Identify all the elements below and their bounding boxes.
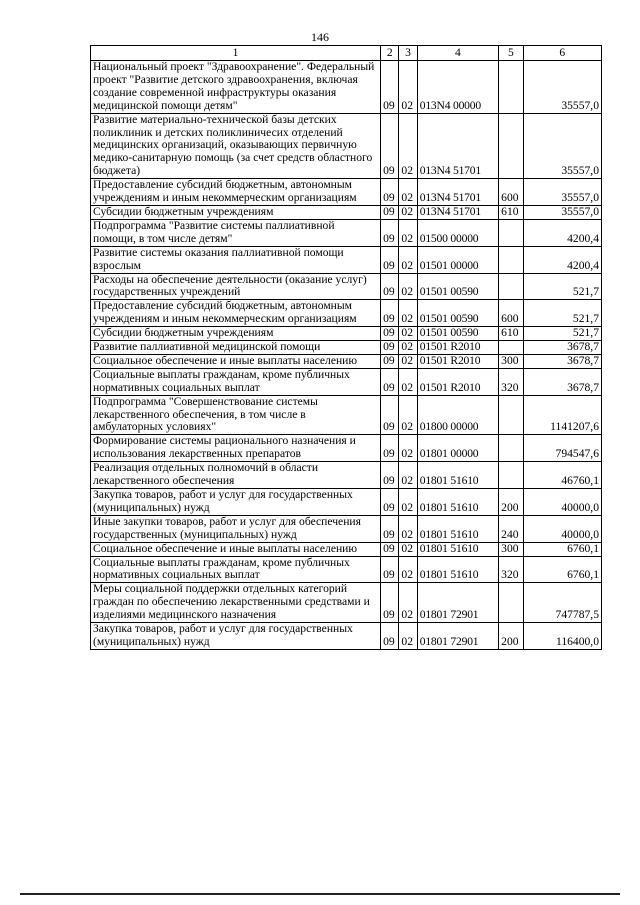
item-name: Формирование системы рационального назначения и использования лекарственных препаратов [91, 435, 381, 462]
expense-type-code: 200 [499, 489, 523, 516]
item-name: Закупка товаров, работ и услуг для государственных (муниципальных) нужд [91, 623, 381, 650]
subsection-code: 02 [399, 583, 417, 623]
table-row [91, 219, 602, 246]
subsection-code: 02 [399, 205, 417, 219]
expense-type-code [499, 341, 523, 355]
header-col-6: 6 [523, 46, 601, 61]
expense-type-code: 610 [499, 205, 523, 219]
header-row [91, 46, 602, 61]
table-row [91, 179, 602, 206]
item-name: Социальные выплаты гражданам, кроме публичных нормативных социальных выплат [91, 368, 381, 395]
item-name: Меры социальной поддержки отдельных категорий граждан по обеспечению лекарственными средствами и изделиями медицинского назначения [91, 583, 381, 623]
table-row [91, 300, 602, 327]
table-row [91, 113, 602, 179]
subsection-code: 02 [399, 273, 417, 300]
subsection-code: 02 [399, 354, 417, 368]
section-code: 09 [381, 515, 399, 542]
target-article-code: 013N4 51701 [417, 179, 498, 206]
expense-type-code: 200 [499, 623, 523, 650]
section-code: 09 [381, 542, 399, 556]
amount: 40000,0 [523, 515, 601, 542]
target-article-code: 01801 72901 [417, 623, 498, 650]
subsection-code: 02 [399, 462, 417, 489]
amount: 35557,0 [523, 113, 601, 179]
budget-table [90, 45, 602, 650]
table-row [91, 462, 602, 489]
table-row [91, 61, 602, 114]
section-code: 09 [381, 219, 399, 246]
section-code: 09 [381, 489, 399, 516]
target-article-code: 01501 00000 [417, 246, 498, 273]
expense-type-code: 320 [499, 368, 523, 395]
item-name: Субсидии бюджетным учреждениям [91, 205, 381, 219]
table-row [91, 556, 602, 583]
header-col-2: 2 [381, 46, 399, 61]
expense-type-code [499, 273, 523, 300]
amount: 794547,6 [523, 435, 601, 462]
amount: 3678,7 [523, 341, 601, 355]
target-article-code: 01801 51610 [417, 542, 498, 556]
amount: 521,7 [523, 273, 601, 300]
item-name: Подпрограмма "Развитие системы паллиативной помощи, в том числе детям" [91, 219, 381, 246]
section-code: 09 [381, 113, 399, 179]
item-name: Закупка товаров, работ и услуг для государственных (муниципальных) нужд [91, 489, 381, 516]
subsection-code: 02 [399, 179, 417, 206]
subsection-code: 02 [399, 556, 417, 583]
table-row [91, 205, 602, 219]
expense-type-code: 600 [499, 179, 523, 206]
target-article-code: 013N4 51701 [417, 205, 498, 219]
item-name: Подпрограмма "Совершенствование системы лекарственного обеспечения, в том числе в амбулаторных условиях" [91, 395, 381, 435]
table-row [91, 341, 602, 355]
amount: 6760,1 [523, 556, 601, 583]
subsection-code: 02 [399, 327, 417, 341]
item-name: Социальные выплаты гражданам, кроме публичных нормативных социальных выплат [91, 556, 381, 583]
subsection-code: 02 [399, 113, 417, 179]
amount: 521,7 [523, 300, 601, 327]
section-code: 09 [381, 395, 399, 435]
section-code: 09 [381, 246, 399, 273]
item-name: Предоставление субсидий бюджетным, автономным учреждениям и иным некоммерческим организациям [91, 300, 381, 327]
target-article-code: 01501 00590 [417, 300, 498, 327]
subsection-code: 02 [399, 219, 417, 246]
item-name: Развитие системы оказания паллиативной помощи взрослым [91, 246, 381, 273]
table-row [91, 327, 602, 341]
target-article-code: 013N4 00000 [417, 61, 498, 114]
header-col-4: 4 [417, 46, 498, 61]
section-code: 09 [381, 327, 399, 341]
subsection-code: 02 [399, 515, 417, 542]
amount: 40000,0 [523, 489, 601, 516]
expense-type-code: 320 [499, 556, 523, 583]
target-article-code: 013N4 51701 [417, 113, 498, 179]
subsection-code: 02 [399, 489, 417, 516]
amount: 3678,7 [523, 354, 601, 368]
section-code: 09 [381, 583, 399, 623]
amount: 35557,0 [523, 179, 601, 206]
amount: 35557,0 [523, 61, 601, 114]
amount: 46760,1 [523, 462, 601, 489]
item-name: Развитие паллиативной медицинской помощи [91, 341, 381, 355]
amount: 1141207,6 [523, 395, 601, 435]
target-article-code: 01800 00000 [417, 395, 498, 435]
amount: 521,7 [523, 327, 601, 341]
table-row [91, 395, 602, 435]
amount: 4200,4 [523, 219, 601, 246]
subsection-code: 02 [399, 61, 417, 114]
expense-type-code [499, 435, 523, 462]
subsection-code: 02 [399, 246, 417, 273]
item-name: Развитие материально-технической базы детских поликлиник и детских поликлиничесих отделений медицинских организаций, оказывающих первичную медико-санитарную помощь (за счет средств областного бюджета) [91, 113, 381, 179]
table-row [91, 489, 602, 516]
subsection-code: 02 [399, 435, 417, 462]
section-code: 09 [381, 273, 399, 300]
section-code: 09 [381, 435, 399, 462]
page-bottom-rule [20, 893, 620, 895]
target-article-code: 01801 51610 [417, 556, 498, 583]
amount: 6760,1 [523, 542, 601, 556]
subsection-code: 02 [399, 542, 417, 556]
target-article-code: 01501 R2010 [417, 368, 498, 395]
expense-type-code: 240 [499, 515, 523, 542]
amount: 116400,0 [523, 623, 601, 650]
target-article-code: 01500 00000 [417, 219, 498, 246]
section-code: 09 [381, 341, 399, 355]
expense-type-code [499, 583, 523, 623]
table-row [91, 435, 602, 462]
expense-type-code [499, 219, 523, 246]
expense-type-code [499, 61, 523, 114]
section-code: 09 [381, 462, 399, 489]
target-article-code: 01801 72901 [417, 583, 498, 623]
amount: 747787,5 [523, 583, 601, 623]
subsection-code: 02 [399, 300, 417, 327]
section-code: 09 [381, 623, 399, 650]
item-name: Расходы на обеспечение деятельности (оказание услуг) государственных учреждений [91, 273, 381, 300]
amount: 4200,4 [523, 246, 601, 273]
subsection-code: 02 [399, 623, 417, 650]
expense-type-code [499, 395, 523, 435]
section-code: 09 [381, 368, 399, 395]
expense-type-code: 610 [499, 327, 523, 341]
expense-type-code: 300 [499, 542, 523, 556]
expense-type-code: 300 [499, 354, 523, 368]
table-row [91, 273, 602, 300]
target-article-code: 01501 00590 [417, 327, 498, 341]
amount: 35557,0 [523, 205, 601, 219]
section-code: 09 [381, 61, 399, 114]
expense-type-code [499, 246, 523, 273]
table-row [91, 246, 602, 273]
subsection-code: 02 [399, 368, 417, 395]
header-col-3: 3 [399, 46, 417, 61]
expense-type-code [499, 113, 523, 179]
table-row [91, 354, 602, 368]
item-name: Предоставление субсидий бюджетным, автономным учреждениям и иным некоммерческим организациям [91, 179, 381, 206]
target-article-code: 01801 00000 [417, 435, 498, 462]
item-name: Реализация отдельных полномочий в области лекарственного обеспечения [91, 462, 381, 489]
expense-type-code: 600 [499, 300, 523, 327]
section-code: 09 [381, 556, 399, 583]
section-code: 09 [381, 179, 399, 206]
item-name: Социальное обеспечение и иные выплаты населению [91, 354, 381, 368]
item-name: Национальный проект "Здравоохранение". Федеральный проект "Развитие детского здравоохранения, включая создание современной инфраструктуры оказания медицинской помощи детям" [91, 61, 381, 114]
target-article-code: 01501 R2010 [417, 354, 498, 368]
section-code: 09 [381, 354, 399, 368]
target-article-code: 01501 R2010 [417, 341, 498, 355]
table-row [91, 542, 602, 556]
table-row [91, 623, 602, 650]
subsection-code: 02 [399, 395, 417, 435]
section-code: 09 [381, 300, 399, 327]
page-number: 146 [311, 30, 329, 44]
target-article-code: 01801 51610 [417, 462, 498, 489]
subsection-code: 02 [399, 341, 417, 355]
section-code: 09 [381, 205, 399, 219]
target-article-code: 01801 51610 [417, 489, 498, 516]
item-name: Социальное обеспечение и иные выплаты населению [91, 542, 381, 556]
table-row [91, 368, 602, 395]
target-article-code: 01501 00590 [417, 273, 498, 300]
target-article-code: 01801 51610 [417, 515, 498, 542]
item-name: Иные закупки товаров, работ и услуг для обеспечения государственных (муниципальных) нужд [91, 515, 381, 542]
table-row [91, 583, 602, 623]
header-col-5: 5 [499, 46, 523, 61]
header-col-1: 1 [91, 46, 381, 61]
expense-type-code [499, 462, 523, 489]
table-row [91, 515, 602, 542]
amount: 3678,7 [523, 368, 601, 395]
item-name: Субсидии бюджетным учреждениям [91, 327, 381, 341]
